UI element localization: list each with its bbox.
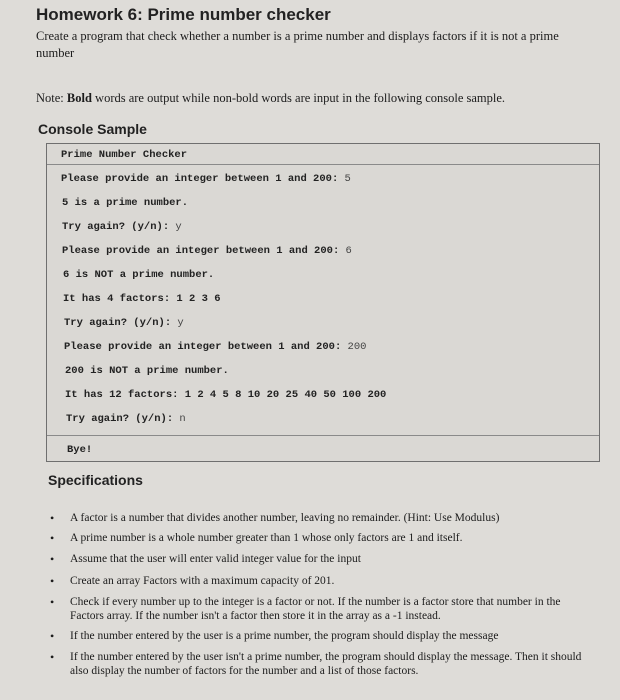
console-line: Please provide an integer between 1 and 200: 200 xyxy=(64,341,367,353)
note-paragraph xyxy=(36,91,505,106)
bullet-icon: • xyxy=(50,595,55,609)
homework-page: Homework 6: Prime number checker Create a program that check whether a number is a prime number and displays factors if it is not a prime number Note: Bold words are output while non-bold words are input in the following console sample. Console Sample Prime Number Checker Please provide an integer between 1 and 200: 5 5 is a prime number. Try again? (y/n): y Please provide an integer between 1 and 200: 6 6 is NOT a prime number. It has 4 factors: 1 2 3 6 Try again? (y/n): y Please provide an integer between 1 and 200: 200 200 is NOT a prime number. It has 12 factors: 1 2 4 5 8 10 20 25 40 50 100 200 Try again? (y/n): n Bye! Specifications • A factor is a number that divides another number, leaving no remainder. (Hint: Use Modulus) • A prime number is a whole number greater than 1 whose only factors are 1 and itself. • Assume that the user will enter valid integer value for the input • Create an array Factors with a maximum capacity of 201. • Check if every number up to the integer is a factor or not. If the number is a factor store that number in the Factors array. If the number isn't a factor then store it in the array as a -1 instead. • If the number entered by the user is a prime number, the program should display the message • If the number entered by the user isn't a prime number, the program should display the message. Then it should also display the number of factors for the number and a list of those factors. xyxy=(0,0,620,700)
console-divider xyxy=(47,435,599,436)
console-line: Prime Number Checker xyxy=(61,149,188,161)
console-sample-heading: Console Sample xyxy=(38,121,147,137)
console-line: Please provide an integer between 1 and 200: 6 xyxy=(62,245,352,257)
bullet-icon: • xyxy=(50,650,55,664)
console-line: 200 is NOT a prime number. xyxy=(65,365,229,377)
console-line: Try again? (y/n): n xyxy=(66,413,186,425)
intro-paragraph: Create a program that check whether a number is a prime number and displays factors if it is not a prime number xyxy=(36,29,559,60)
note-prefix: Note: xyxy=(36,91,67,105)
specifications-heading: Specifications xyxy=(48,472,143,488)
bullet-icon: • xyxy=(50,511,55,525)
console-line: 5 is a prime number. xyxy=(62,197,189,209)
console-line: Try again? (y/n): y xyxy=(62,221,182,233)
console-sample-box xyxy=(46,143,600,462)
console-line: It has 12 factors: 1 2 4 5 8 10 20 25 40 50 100 200 xyxy=(65,389,387,401)
bullet-icon: • xyxy=(50,574,55,588)
console-divider xyxy=(47,164,599,165)
console-line: Try again? (y/n): y xyxy=(64,317,184,329)
bullet-icon: • xyxy=(50,629,55,643)
bullet-icon: • xyxy=(50,552,55,566)
console-line: 6 is NOT a prime number. xyxy=(63,269,215,281)
bullet-icon: • xyxy=(50,531,55,545)
note-suffix: words are output while non-bold words are input in the following console sample. xyxy=(91,91,506,105)
console-line: It has 4 factors: 1 2 3 6 xyxy=(63,293,221,305)
page-title: Homework 6: Prime number checker xyxy=(36,5,331,24)
console-line: Bye! xyxy=(67,444,93,456)
note-bold-word: Bold xyxy=(66,91,92,105)
console-line: Please provide an integer between 1 and 200: 5 xyxy=(61,173,351,185)
